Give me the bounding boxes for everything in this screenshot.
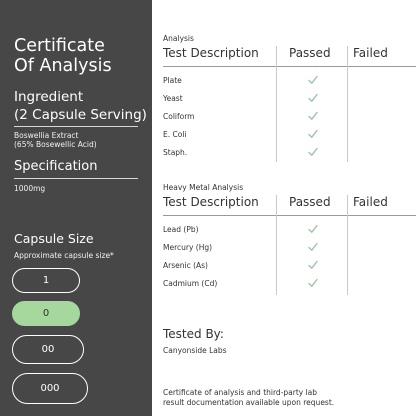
check-icon — [307, 110, 319, 122]
table-row — [163, 74, 403, 88]
table-header-rule — [163, 215, 416, 216]
check-icon — [307, 74, 319, 86]
analysis-table-header — [163, 46, 416, 62]
test-name: Plate — [163, 76, 182, 85]
table-row — [163, 277, 403, 291]
table-header-rule — [163, 66, 416, 67]
divider — [14, 178, 138, 179]
page-title — [14, 36, 112, 76]
footer-line-1: Certificate of analysis and third-party lab — [163, 388, 318, 397]
footer-line-2: result documentation available upon request. — [163, 398, 335, 407]
table-row — [163, 259, 403, 273]
title-line-2: Of Analysis — [14, 56, 112, 76]
table-row — [163, 241, 403, 255]
test-name: Lead (Pb) — [163, 225, 199, 234]
test-name: Staph. — [163, 148, 188, 157]
table-row — [163, 110, 403, 124]
table-row — [163, 223, 403, 237]
heavy-metal-table-header — [163, 195, 416, 211]
capsule-size-heading: Capsule Size — [14, 231, 94, 246]
table-row — [163, 128, 403, 142]
check-icon — [307, 128, 319, 140]
check-icon — [307, 92, 319, 104]
test-name: Yeast — [163, 94, 183, 103]
check-icon — [307, 259, 319, 271]
col-test-description: Test Description — [163, 46, 259, 60]
col-passed: Passed — [289, 46, 331, 60]
right-panel — [152, 0, 416, 416]
test-name: Arsenic (As) — [163, 261, 208, 270]
specification-heading: Specification — [14, 159, 98, 174]
ingredient-line-1: Ingredient — [14, 89, 84, 105]
capsule-size-option-1[interactable]: 1 — [12, 268, 80, 293]
check-icon — [307, 223, 319, 235]
col-test-description: Test Description — [163, 195, 259, 209]
left-panel — [0, 0, 152, 416]
col-failed: Failed — [353, 195, 388, 209]
divider — [14, 126, 138, 127]
specification-value: 1000mg — [14, 184, 46, 193]
table-row — [163, 92, 403, 106]
footer-note — [163, 388, 413, 408]
check-icon — [307, 241, 319, 253]
ingredient-heading — [14, 88, 147, 124]
test-name: E. Coli — [163, 130, 187, 139]
ingredient-extract — [14, 131, 97, 149]
capsule-size-option-00[interactable]: 00 — [12, 335, 84, 364]
check-icon — [307, 277, 319, 289]
check-icon — [307, 146, 319, 158]
capsule-size-option-000[interactable]: 000 — [12, 373, 88, 404]
capsule-size-note: Approximate capsule size* — [14, 251, 114, 260]
col-passed: Passed — [289, 195, 331, 209]
heavy-metal-section-label: Heavy Metal Analysis — [163, 183, 244, 192]
title-line-1: Certificate — [14, 36, 105, 56]
test-name: Cadmium (Cd) — [163, 279, 218, 288]
extract-line-2: (65% Bosewellic Acid) — [14, 140, 97, 149]
extract-line-1: Boswellia Extract — [14, 131, 79, 140]
tested-by-heading: Tested By: — [163, 327, 224, 341]
ingredient-line-2: (2 Capsule Serving) — [14, 107, 147, 123]
test-name: Mercury (Hg) — [163, 243, 213, 252]
capsule-size-option-0[interactable]: 0 — [12, 301, 80, 326]
table-row — [163, 146, 403, 160]
col-failed: Failed — [353, 46, 388, 60]
test-name: Coliform — [163, 112, 195, 121]
analysis-section-label: Analysis — [163, 34, 194, 43]
tested-by-lab: Canyonside Labs — [163, 346, 227, 355]
